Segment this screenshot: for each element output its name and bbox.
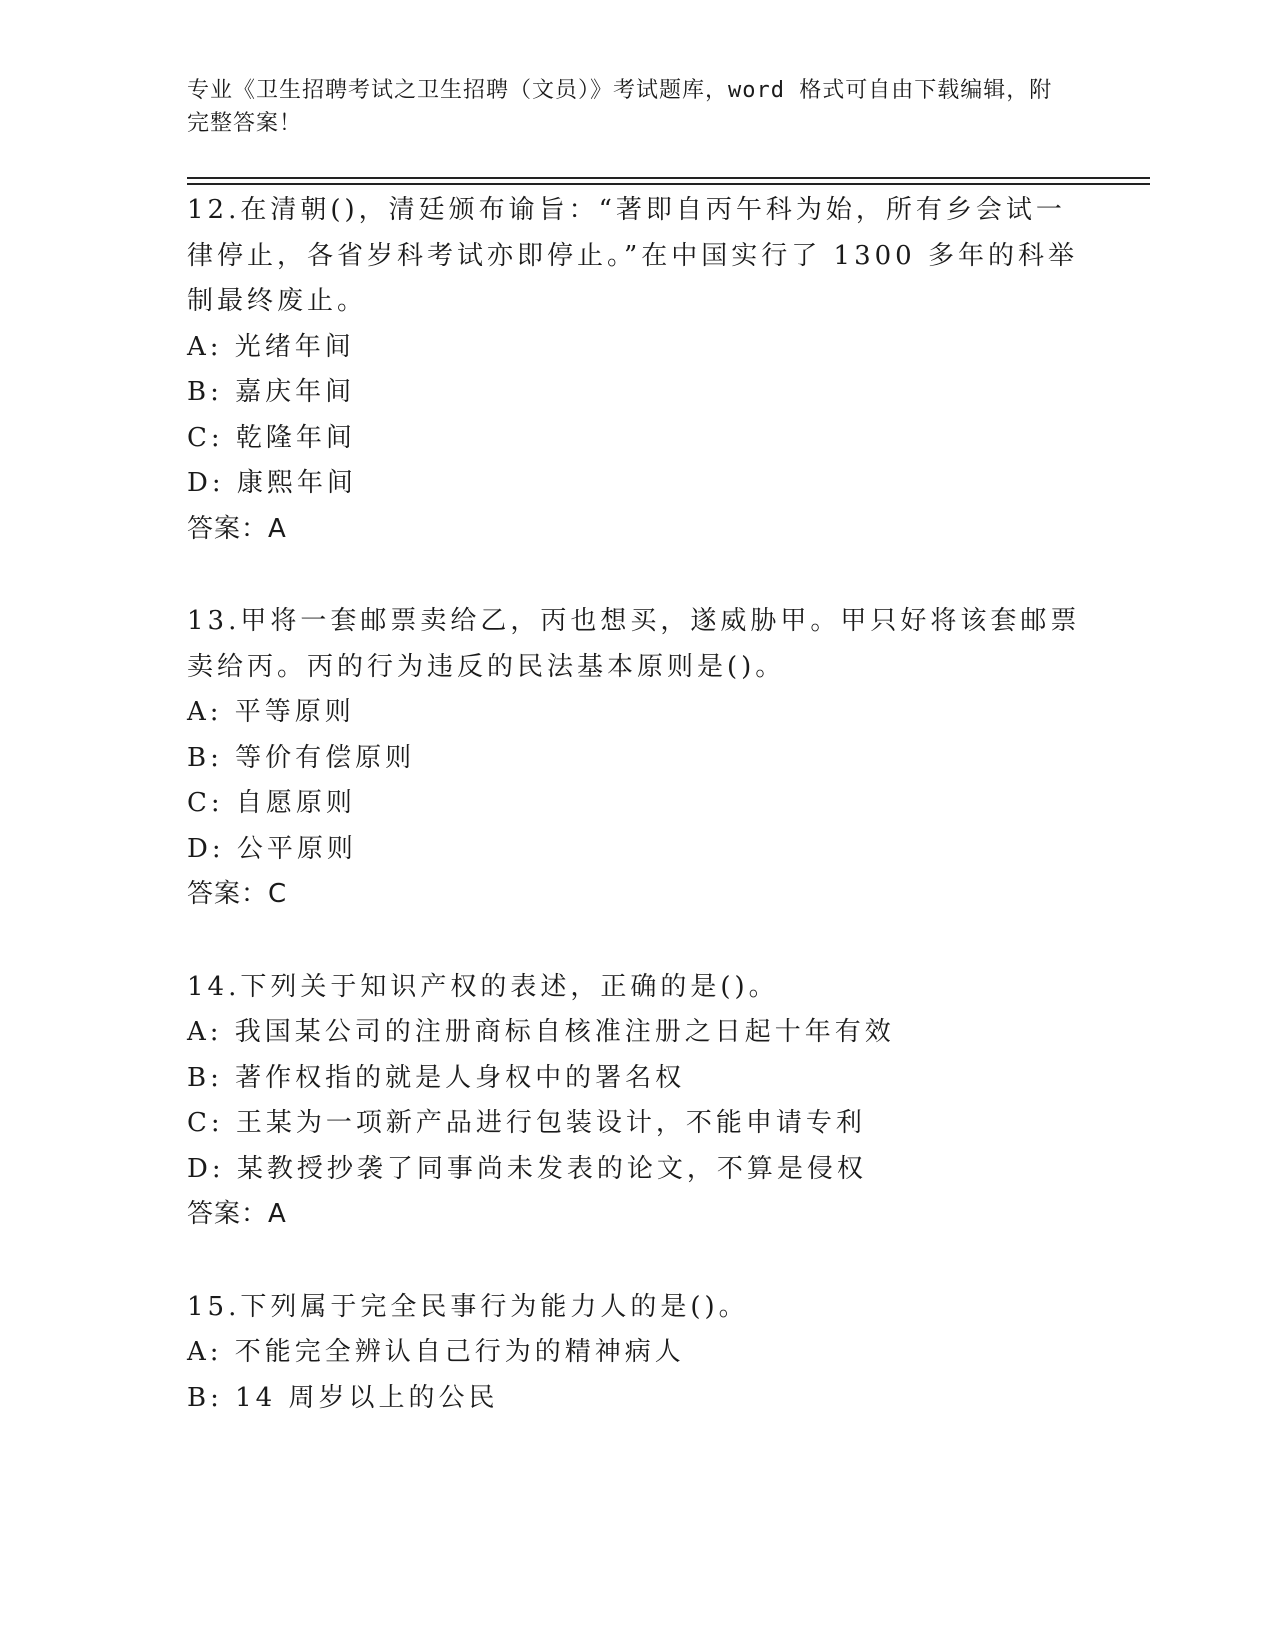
question-15 [187,1285,1087,1422]
question-stem: 12.在清朝()，清廷颁布谕旨：“著即自丙午科为始，所有乡会试一律停止，各省岁科考试亦即停止。”在中国实行了 1300 多年的科举制最终废止。 [187,195,1078,316]
option-a: A: 不能完全辨认自己行为的精神病人 [187,1337,685,1367]
question-14 [187,965,1087,1238]
option-d: D: 公平原则 [187,833,357,864]
option-a: A: 光绪年间 [187,331,355,362]
option-b: B: 著作权指的就是人身权中的署名权 [187,1062,686,1093]
header-rule-top [187,177,1150,179]
question-12 [187,188,1087,552]
document-header: 专业《卫生招聘考试之卫生招聘（文员）》考试题库，word 格式可自由下载编辑，附完整答案！ [187,78,1053,136]
question-stem: 15.下列属于完全民事行为能力人的是()。 [187,1291,749,1322]
question-list [187,188,1087,1421]
option-c: C: 乾隆年间 [187,422,356,453]
question-stem: 14.下列关于知识产权的表述，正确的是()。 [187,971,779,1002]
answer-line: 答案：C [187,879,288,909]
header-rule-bottom [187,183,1150,185]
option-c: C: 王某为一项新产品进行包装设计，不能申请专利 [187,1108,866,1138]
option-c: C: 自愿原则 [187,788,356,818]
question-stem: 13.甲将一套邮票卖给乙，丙也想买，遂威胁甲。甲只好将该套邮票卖给丙。丙的行为违反的民法基本原则是()。 [187,606,1081,682]
option-b: B: 等价有偿原则 [187,742,416,773]
option-a: A: 我国某公司的注册商标自核准注册之日起十年有效 [187,1017,895,1047]
option-b: B: 14 周岁以上的公民 [187,1382,499,1413]
option-d: D: 某教授抄袭了同事尚未发表的论文，不算是侵权 [187,1153,867,1184]
answer-line: 答案：A [187,513,287,544]
option-b: B: 嘉庆年间 [187,377,356,407]
question-13 [187,599,1087,918]
option-d: D: 康熙年间 [187,468,357,498]
answer-line: 答案：A [187,1199,287,1229]
option-a: A: 平等原则 [187,697,355,727]
